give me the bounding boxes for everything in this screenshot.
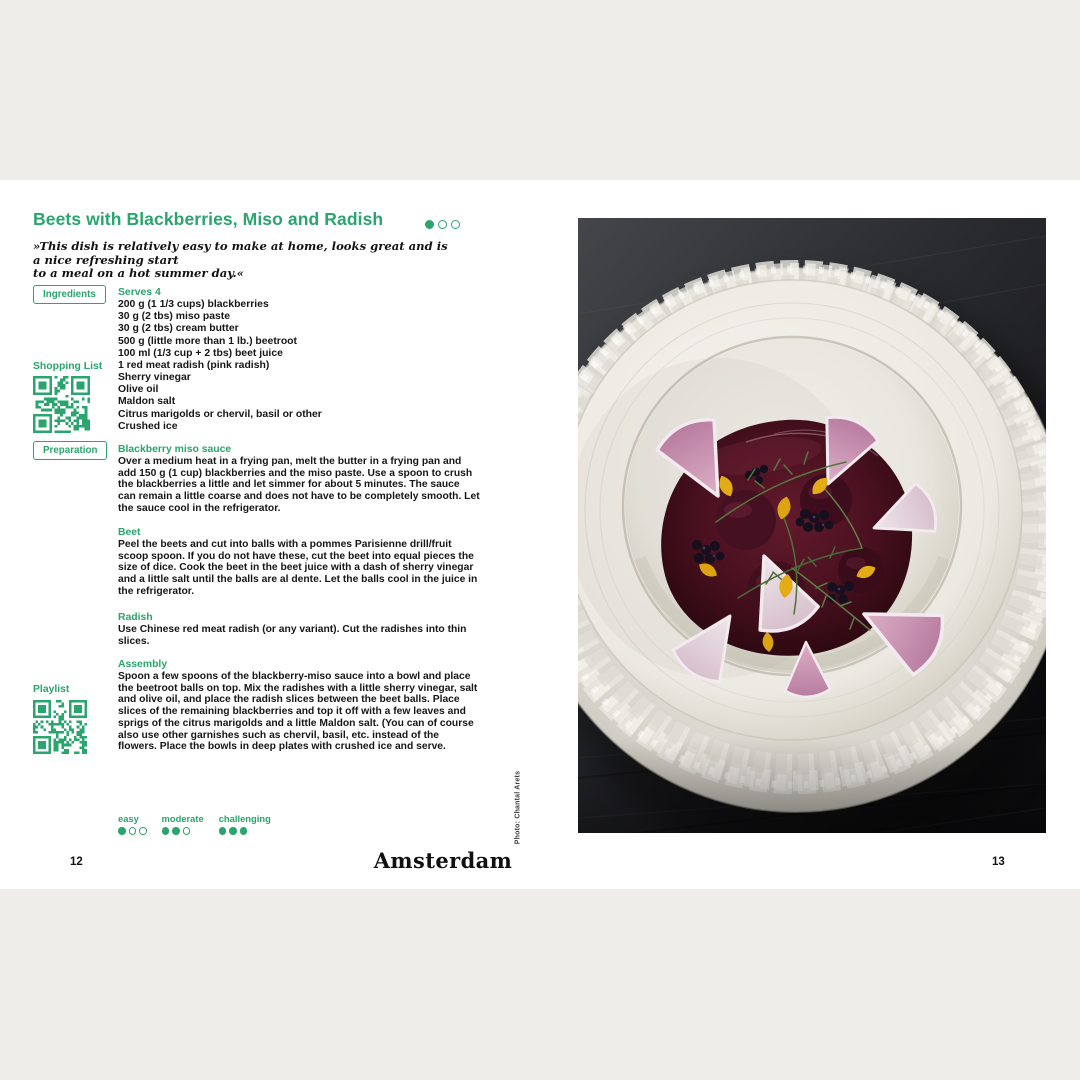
serves-line: Serves 4	[118, 287, 161, 298]
ingredients-label: Ingredients	[33, 285, 106, 304]
section-heading: Assembly	[118, 659, 168, 670]
legend-item-moderate	[162, 813, 204, 835]
dish-photo	[578, 218, 1046, 833]
dot-filled	[240, 827, 248, 835]
ingredient-line: Sherry vinegar	[118, 372, 191, 384]
playlist-qr-code	[33, 700, 87, 754]
ingredient-line: 1 red meat radish (pink radish)	[118, 359, 270, 371]
playlist-label: Playlist	[33, 684, 70, 695]
ingredient-line: Maldon salt	[118, 396, 176, 408]
section-text: Use Chinese red meat radish (or any variant). Cut the radishes into thin slices.	[118, 624, 467, 647]
preparation-section	[118, 659, 480, 753]
difficulty-indicator	[425, 220, 460, 229]
dot-empty	[451, 220, 460, 229]
ingredient-line: 500 g (little more than 1 lb.) beetroot	[118, 335, 297, 347]
ingredient-line: Olive oil	[118, 384, 159, 396]
ingredient-line: 30 g (2 tbs) cream butter	[118, 323, 239, 335]
ingredient-line: 30 g (2 tbs) miso paste	[118, 311, 231, 323]
shopping-list-qr-code	[33, 376, 90, 433]
photo-credit: Photo: Chantal Arets	[514, 770, 522, 845]
section-text: Spoon a few spoons of the blackberry-miso sauce into a bowl and place the beetroot balls on top. Mix the radishes with a little sherry vinegar, salt and olive oil, and place the radish slices between the beet balls. Place slices of the remaining blackberries and top it off with a few leaves and sprigs of the citrus marigolds and a little Maldon salt. (You can of course also use other garnishes such as chervil, basil, etc. instead of the flowers. Place the bowls in deep plates with crushed ice and serve.	[118, 671, 478, 753]
difficulty-legend	[118, 813, 271, 835]
section-heading: Blackberry miso sauce	[118, 444, 232, 455]
page-number-right: 13	[992, 856, 1005, 868]
ingredient-line: Citrus marigolds or chervil, basil or other	[118, 408, 322, 420]
ingredient-line: Crushed ice	[118, 420, 178, 432]
legend-item-challenging	[219, 813, 271, 835]
dot-filled	[229, 827, 237, 835]
preparation-section	[118, 612, 480, 647]
section-text: Peel the beets and cut into balls with a pommes Parisienne drill/fruit scoop spoon. If you do not have these, cut the beet into equal pieces the size of dice. Cook the beet in the beet juice with a dash of sherry vinegar and a little salt until the balls are al dente. Let the balls cool in the juice in the refrigerator.	[118, 539, 478, 597]
legend-label: moderate	[161, 813, 204, 824]
dot-empty	[183, 827, 191, 835]
dot-empty	[129, 827, 137, 835]
page-number-left: 12	[70, 856, 83, 868]
recipe-title: Beets with Blackberries, Miso and Radish	[33, 209, 384, 229]
shopping-list-label: Shopping List	[33, 361, 103, 372]
dot-empty	[438, 220, 447, 229]
cookbook-spread	[0, 180, 1080, 889]
legend-dots	[219, 827, 271, 835]
legend-dots	[162, 827, 204, 835]
legend-label: easy	[118, 813, 139, 824]
ingredient-line: 200 g (1 1/3 cups) blackberries	[118, 299, 269, 311]
dish-photo-art	[578, 218, 1046, 833]
dot-filled	[219, 827, 227, 835]
dot-filled	[172, 827, 180, 835]
dot-empty	[139, 827, 147, 835]
preparation-label: Preparation	[33, 441, 107, 460]
ingredient-line: 100 ml (1/3 cup + 2 tbs) beet juice	[118, 347, 283, 359]
section-heading: Radish	[118, 612, 153, 623]
section-heading: Beet	[118, 527, 141, 538]
dot-filled	[425, 220, 434, 229]
quote-line: »This dish is relatively easy to make at home, looks great and is a nice refreshing start	[33, 239, 448, 267]
preparation-section	[118, 527, 480, 598]
ingredients-list	[118, 287, 322, 433]
chapter-title: Amsterdam	[373, 848, 513, 873]
legend-item-easy	[118, 813, 147, 835]
legend-label: challenging	[218, 813, 271, 824]
dot-filled	[162, 827, 170, 835]
recipe-quote	[33, 240, 453, 281]
dot-filled	[118, 827, 126, 835]
photo-vignette	[578, 738, 1046, 833]
quote-line: to a meal on a hot summer day.«	[33, 266, 244, 280]
section-text: Over a medium heat in a frying pan, melt the butter in a frying pan and add 150 g (1 cup) blackberries and the miso paste. Use a spoon to crush the blackberries a little and let simmer for about 5 minutes. The sauce can remain a little coarse and does not have to be completely smooth. Let the sauce cool in the refrigerator.	[118, 456, 480, 514]
legend-dots	[118, 827, 147, 835]
preparation-section	[118, 444, 480, 515]
